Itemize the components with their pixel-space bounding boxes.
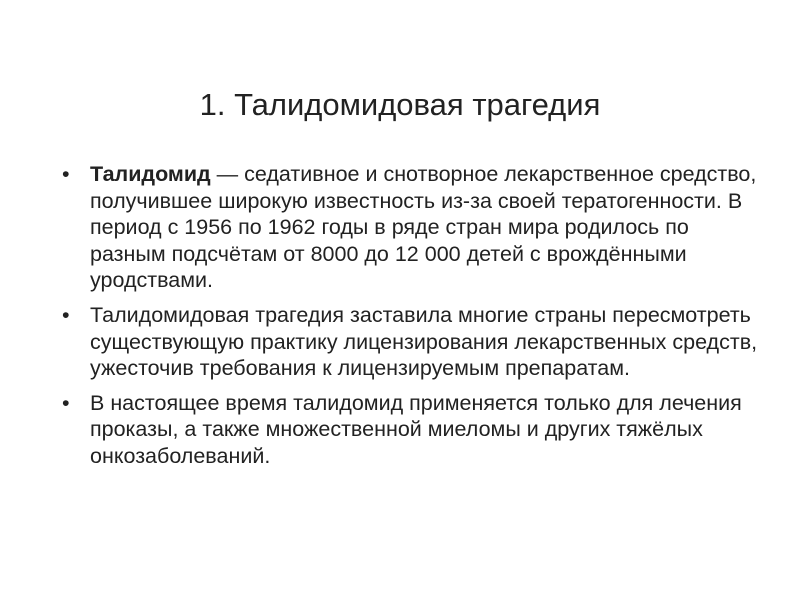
bullet-text: Талидомидовая трагедия заставила многие страны пересмотреть существующую практику лицензирования лекарственных средств, ужесточив требования к лицензируемым препаратам. [90, 302, 758, 381]
bullet-marker: • [62, 302, 70, 327]
bullet-marker: • [62, 162, 70, 186]
bullet-item-3 [62, 390, 762, 470]
bullet-marker: • [62, 390, 70, 415]
bullet-item-1 [62, 161, 762, 294]
bullet-term: Талидомид [90, 162, 211, 186]
bullet-item-2 [62, 302, 762, 382]
bullet-text: — седативное и снотворное лекарственное средство, получившее широкую известность из-за своей тератогенности. В период с 1956 по 1962 годы в ряде стран мира родилось по разным подсчётам от 8000 до 12 000 детей с врождёнными уродствами. [90, 162, 757, 293]
slide-title: 1. Талидомидовая трагедия [199, 87, 601, 122]
bullet-list [62, 161, 762, 478]
bullet-text: В настоящее время талидомид применяется только для лечения проказы, а также множественной миеломы и других тяжёлых онкозаболеваний. [90, 390, 742, 468]
